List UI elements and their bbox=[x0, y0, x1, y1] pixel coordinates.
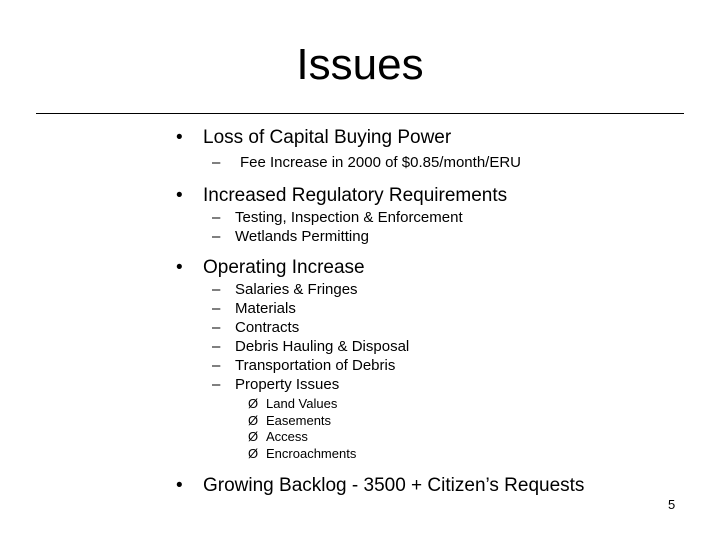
arrow-bullet-icon: Ø bbox=[248, 429, 259, 444]
sub-bullet-materials: Materials bbox=[235, 300, 296, 317]
bullet-marker: • bbox=[176, 257, 183, 278]
bullet-marker: • bbox=[176, 475, 183, 496]
slide-title: Issues bbox=[296, 40, 424, 89]
arrow-bullet-icon: Ø bbox=[248, 446, 259, 461]
sub-bullet-marker: – bbox=[212, 376, 221, 393]
arrow-bullet-icon: Ø bbox=[248, 413, 259, 428]
bullet-backlog: Growing Backlog - 3500 + Citizen’s Requests bbox=[203, 475, 585, 496]
sub-bullet-marker: – bbox=[212, 154, 221, 171]
sub-bullet-marker: – bbox=[212, 281, 221, 298]
sub-bullet-salaries: Salaries & Fringes bbox=[235, 281, 358, 298]
sub-bullet-testing: Testing, Inspection & Enforcement bbox=[235, 209, 463, 226]
sub-bullet-debris-hauling: Debris Hauling & Disposal bbox=[235, 338, 410, 355]
sub-sub-bullet-land-values: Land Values bbox=[266, 396, 338, 411]
sub-sub-bullet-access: Access bbox=[266, 429, 308, 444]
sub-bullet-contracts: Contracts bbox=[235, 319, 300, 336]
sub-bullet-property: Property Issues bbox=[235, 376, 340, 393]
sub-bullet-marker: – bbox=[212, 357, 221, 374]
sub-bullet-marker: – bbox=[212, 228, 221, 245]
sub-bullet-marker: – bbox=[212, 338, 221, 355]
bullet-marker: • bbox=[176, 185, 183, 206]
sub-bullet-wetlands: Wetlands Permitting bbox=[235, 228, 369, 245]
page-number: 5 bbox=[668, 497, 676, 512]
sub-bullet-marker: – bbox=[212, 209, 221, 226]
sub-bullet-fee-increase: Fee Increase in 2000 of $0.85/month/ERU bbox=[240, 154, 522, 171]
sub-bullet-transportation: Transportation of Debris bbox=[235, 357, 396, 374]
bullet-loss-capital: Loss of Capital Buying Power bbox=[203, 127, 452, 148]
bullet-operating: Operating Increase bbox=[203, 257, 365, 278]
sub-bullet-marker: – bbox=[212, 319, 221, 336]
sub-sub-bullet-easements: Easements bbox=[266, 413, 332, 428]
sub-bullet-marker: – bbox=[212, 300, 221, 317]
sub-sub-bullet-encroachments: Encroachments bbox=[266, 446, 357, 461]
arrow-bullet-icon: Ø bbox=[248, 396, 259, 411]
bullet-marker: • bbox=[176, 127, 183, 148]
bullet-regulatory: Increased Regulatory Requirements bbox=[203, 185, 508, 206]
title-divider bbox=[36, 113, 684, 114]
